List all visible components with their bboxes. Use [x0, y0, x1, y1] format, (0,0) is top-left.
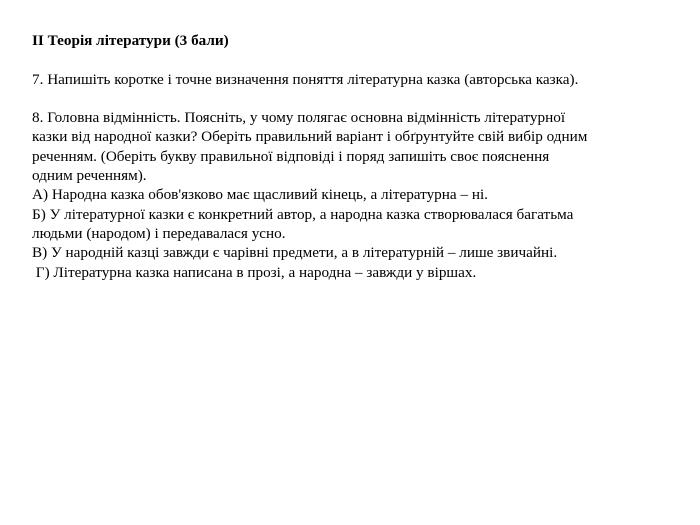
question-8-line: казки від народної казки? Оберіть правильний варіант і обґрунтуйте свій вибір одним — [32, 128, 588, 146]
answer-options — [32, 185, 682, 281]
option-b-continued: людьми (народом) і передавалася усно. — [32, 224, 286, 242]
option-v: В) У народній казці завжди є чарівні предмети, а в літературній – лише звичайні. — [32, 244, 558, 262]
option-a: А) Народна казка обов'язково має щасливий кінець, а літературна – ні. — [32, 186, 488, 204]
spacer — [32, 89, 682, 108]
question-8 — [32, 108, 682, 185]
document-page — [32, 31, 682, 282]
question-7: 7. Напишіть коротке і точне визначення поняття літературна казка (авторська казка). — [32, 70, 579, 88]
question-8-line: реченням. (Оберіть букву правильної відповіді і поряд запишіть своє пояснення — [32, 147, 550, 165]
option-g: Г) Літературна казка написана в прозі, а народна – завжди у віршах. — [32, 263, 477, 281]
spacer — [32, 50, 682, 69]
question-8-line: 8. Головна відмінність. Поясніть, у чому полягає основна відмінність літературної — [32, 109, 566, 127]
section-title: II Теорія літератури (3 бали) — [32, 32, 229, 49]
question-8-line: одним реченням). — [32, 167, 147, 185]
option-b: Б) У літературної казки є конкретний автор, а народна казка створювалася багатьма — [32, 205, 574, 223]
